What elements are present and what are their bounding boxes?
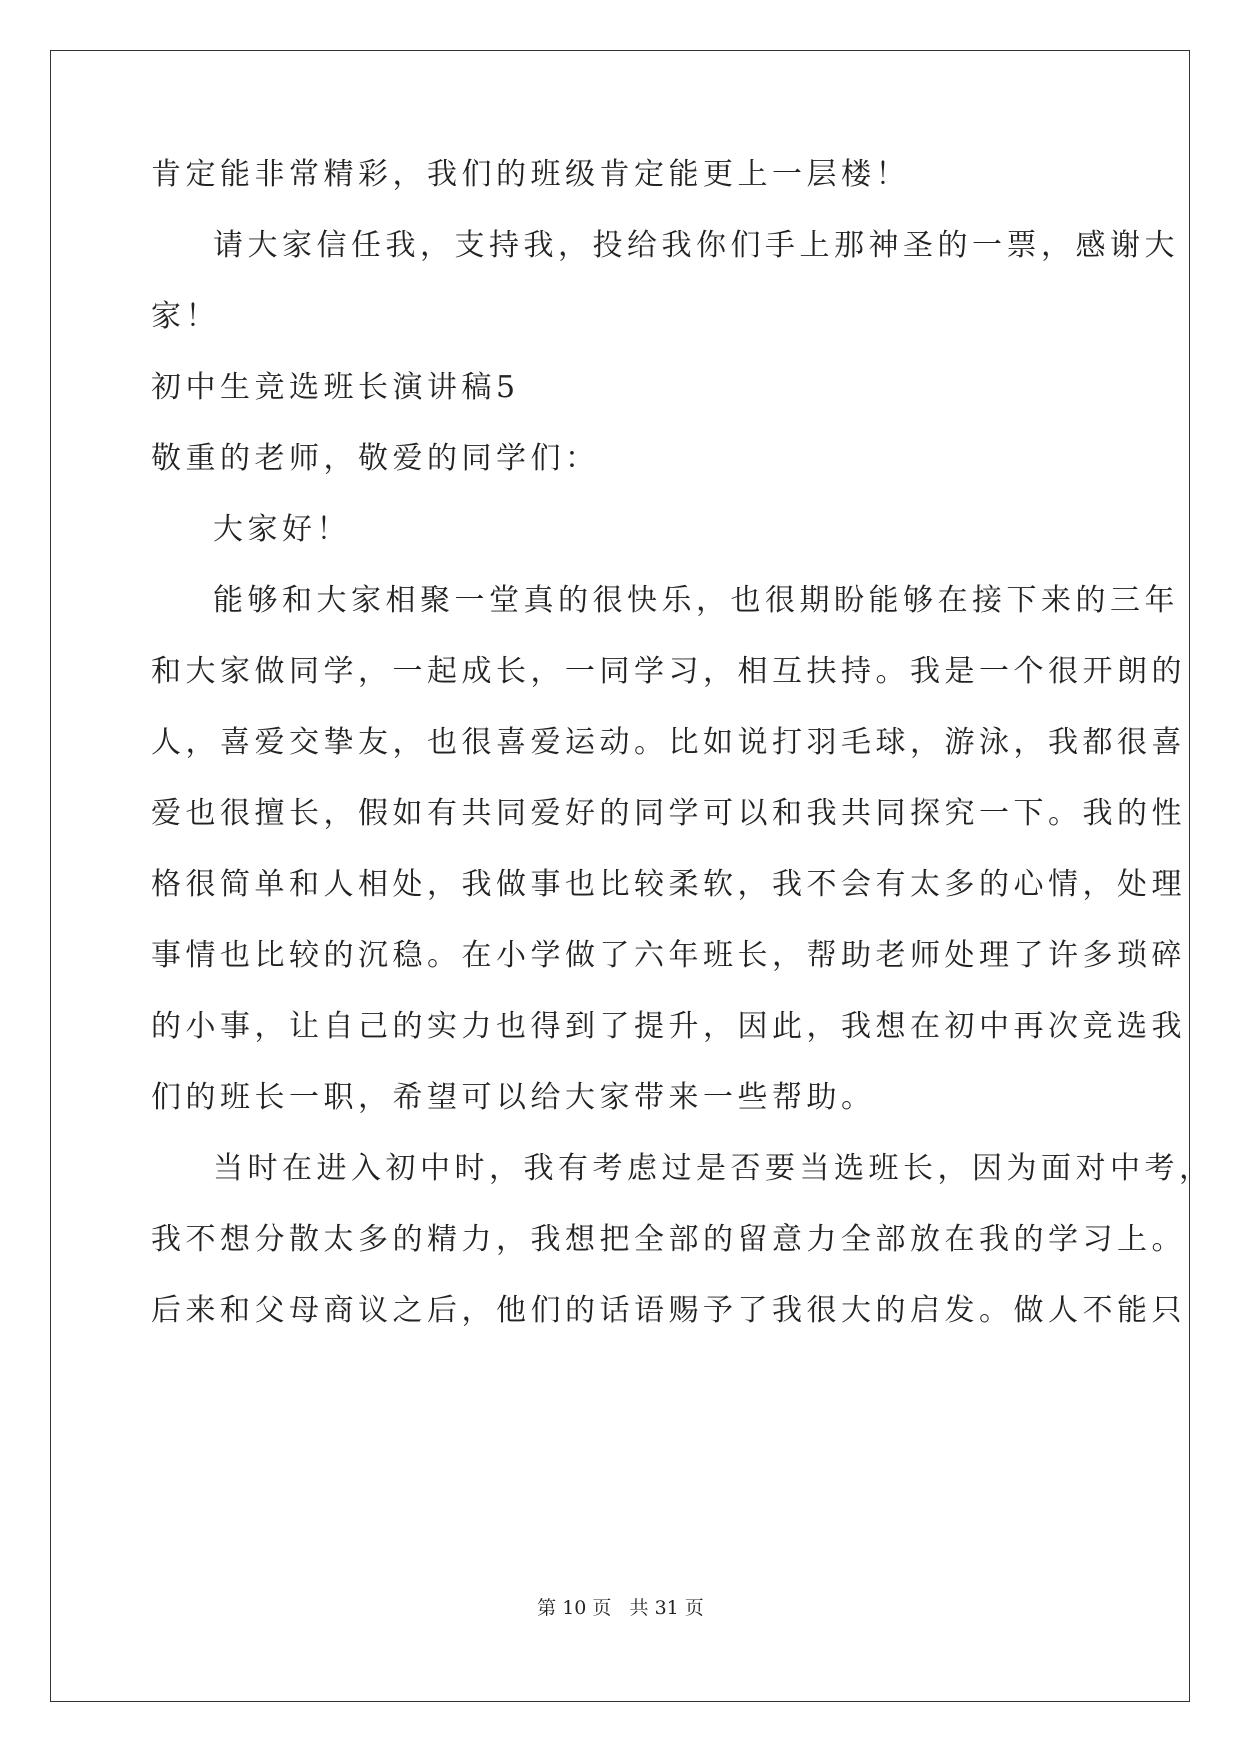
page-number-footer: 第 10 页 共 31 页 (537, 1597, 704, 1619)
section-heading: 初中生竞选班长演讲稿5 (151, 370, 520, 405)
text-line-17: 后来和父母商议之后，他们的话语赐予了我很大的启发。做人不能只 (151, 1293, 1186, 1328)
text-line-12: 事情也比较的沉稳。在小学做了六年班长，帮助老师处理了许多琐碎 (151, 938, 1186, 973)
text-line-9: 人，喜爱交挚友，也很喜爱运动。比如说打羽毛球，游泳，我都很喜 (151, 725, 1186, 760)
text-line-2: 请大家信任我，支持我，投给我你们手上那神圣的一票，感谢大 (213, 228, 1179, 263)
text-line-8: 和大家做同学，一起成长，一同学习，相互扶持。我是一个很开朗的 (151, 654, 1186, 689)
greeting: 大家好！ (213, 512, 351, 547)
text-line-1: 肯定能非常精彩，我们的班级肯定能更上一层楼！ (151, 157, 910, 192)
text-line-11: 格很简单和人相处，我做事也比较柔软，我不会有太多的心情，处理 (151, 867, 1186, 902)
salutation: 敬重的老师，敬爱的同学们： (151, 441, 600, 476)
text-line-10: 爱也很擅长，假如有共同爱好的同学可以和我共同探究一下。我的性 (151, 796, 1186, 831)
text-line-3: 家！ (151, 299, 220, 334)
text-line-16: 我不想分散太多的精力，我想把全部的留意力全部放在我的学习上。 (151, 1222, 1186, 1257)
text-line-15: 当时在进入初中时，我有考虑过是否要当选班长，因为面对中考， (213, 1151, 1214, 1186)
text-line-14: 们的班长一职，希望可以给大家带来一些帮助。 (151, 1080, 876, 1115)
text-line-13: 的小事，让自己的实力也得到了提升，因此，我想在初中再次竞选我 (151, 1009, 1186, 1044)
text-line-7: 能够和大家相聚一堂真的很快乐，也很期盼能够在接下来的三年 (213, 583, 1179, 618)
